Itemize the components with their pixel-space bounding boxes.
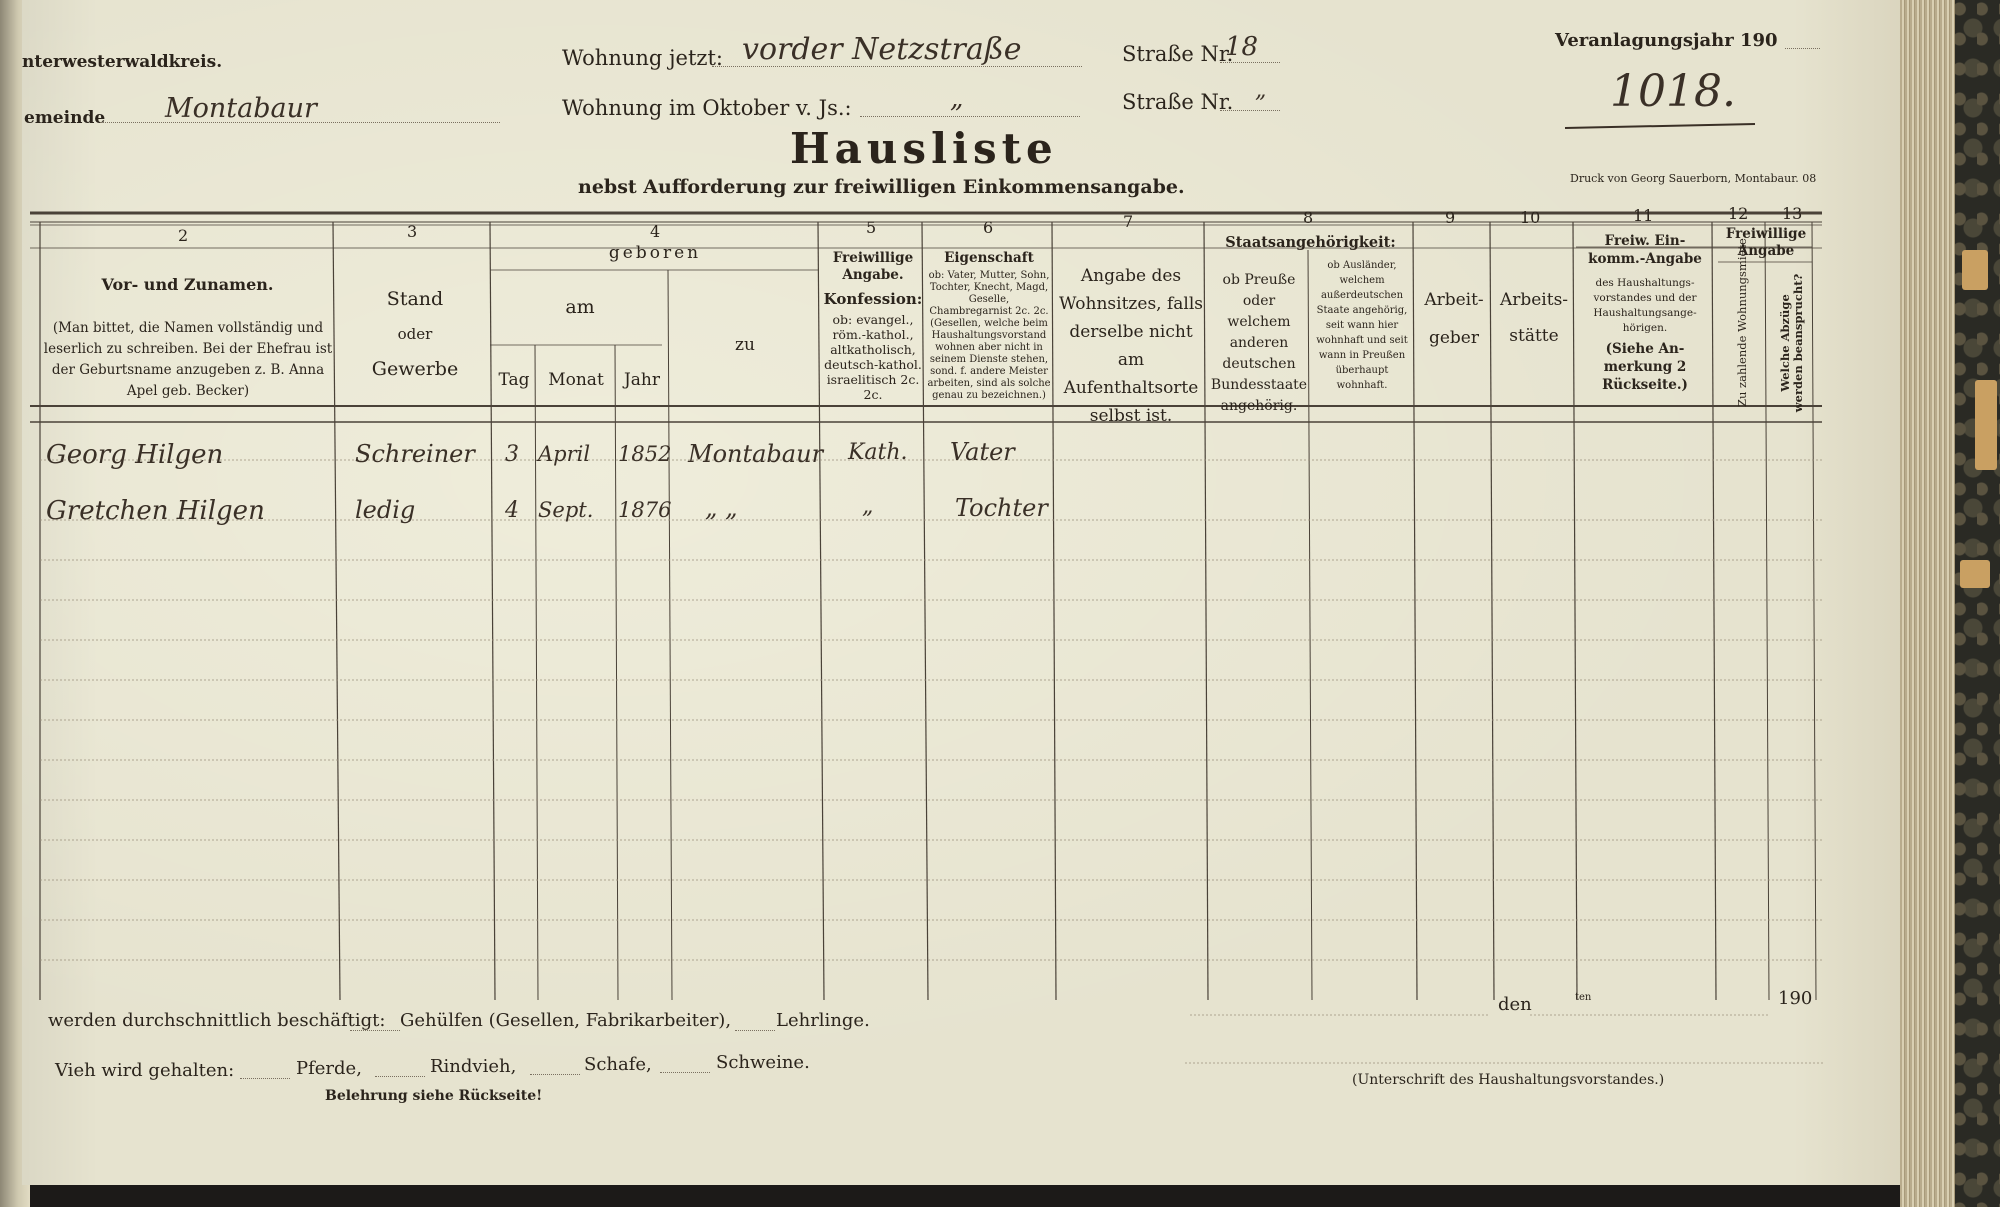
relationship: Vater <box>950 438 1015 466</box>
column-header-freiwillig: Freiwillige Angabe. <box>832 250 914 283</box>
column-header-wohnsitz: Angabe des Wohnsitzes, falls derselbe nicht am Aufenthaltsorte selbst ist. <box>1058 266 1204 426</box>
column-header-stand: Stand <box>386 288 444 310</box>
column-number: 8 <box>1303 208 1314 227</box>
wohnung-oktober-line <box>860 116 1080 117</box>
column-header-einkommen-ref: (Siehe An-merkung 2 Rückseite.) <box>1602 341 1688 393</box>
column-header-geboren: geboren <box>608 243 702 263</box>
person-stand: Schreiner <box>355 440 475 468</box>
column-header-arbeits: Arbeits- <box>1499 290 1569 310</box>
gemeinde-value: Montabaur <box>165 93 317 124</box>
column-header-einkommen-note: des Haushaltungs-vorstandes und der Haushaltungsange-hörigen. <box>1593 277 1697 334</box>
column-header-oder: oder <box>397 325 433 343</box>
page-title: Hausliste <box>790 124 1058 173</box>
pferde-label: Pferde, <box>296 1058 362 1079</box>
confession: „ <box>862 494 874 519</box>
birth-year: 1876 <box>618 498 672 522</box>
column-header-auslaender: ob Ausländer, welchem außerdeutschen Staate angehörig, seit wann hier wohnhaft und seit wann in Preußen überhaupt wohnhaft. <box>1316 260 1408 391</box>
lehrlinge-line <box>735 1030 775 1031</box>
column-header-geber: geber <box>1428 328 1479 348</box>
column-header-miete: Zu zahlende Wohnungsmiete <box>1735 238 1749 407</box>
column-header-name: Vor- und Zunamen. <box>101 275 274 294</box>
column-header-eigenschaft-note: ob: Vater, Mutter, Sohn, Tochter, Knecht, Magd, Geselle, Chambregarnist 2c. 2c. (Gesellen, welche beim Haushaltungsvorstand wohnen aber nicht in seinem Dienste stehen, sond. f. andere Meister arbeiten, sind als solche genau zu bezeichnen.) <box>927 270 1051 401</box>
birth-month: April <box>538 442 591 466</box>
column-number: 11 <box>1633 206 1654 225</box>
schweine-label: Schweine. <box>716 1052 810 1073</box>
belehrung-note: Belehrung siehe Rückseite! <box>325 1088 543 1104</box>
column-header-staatsangehoerigkeit: Staatsangehörigkeit: <box>1225 234 1396 251</box>
strasse-nr-line <box>1220 62 1280 63</box>
column-header-jahr: Jahr <box>623 370 661 390</box>
rindvieh-line <box>375 1076 425 1077</box>
confession: Kath. <box>848 440 908 465</box>
printer-note: Druck von Georg Sauerborn, Montabaur. 08 <box>1570 172 1817 185</box>
column-header-name-note: (Man bittet, die Namen vollständig und leserlich zu schreiben. Bei der Ehefrau ist der Geburtsname anzugeben z. B. Anna Apel geb. Becker) <box>43 320 333 399</box>
wohnung-jetzt-label: Wohnung jetzt: <box>562 46 723 70</box>
column-header-freiwillig-2: Freiwillige Angabe <box>1725 226 1807 259</box>
schweine-line <box>660 1072 710 1073</box>
date-year-label: 190 <box>1778 988 1813 1009</box>
schafe-label: Schafe, <box>584 1054 652 1075</box>
date-den-label: den <box>1498 994 1532 1015</box>
gehuelfen-line <box>350 1030 400 1031</box>
birth-year: 1852 <box>618 442 672 466</box>
signature-caption: (Unterschrift des Haushaltungsvorstandes.) <box>1352 1072 1665 1088</box>
strasse-nr-2-line <box>1220 110 1280 111</box>
schafe-line <box>530 1074 580 1075</box>
column-header-gewerbe: Gewerbe <box>371 358 459 380</box>
column-header-konfession-note: ob: evangel., röm.-kathol., altkatholisch, deutsch-kathol. israelitisch 2c. 2c. <box>824 312 922 402</box>
column-header-einkommen: Freiw. Ein-komm.-Angabe <box>1588 233 1702 267</box>
gehuelfen-label: Gehülfen (Gesellen, Fabrikarbeiter), <box>400 1010 732 1031</box>
column-header-konfession: Konfession: <box>823 290 923 308</box>
column-number: 6 <box>983 218 994 237</box>
vieh-label: Vieh wird gehalten: <box>55 1060 235 1081</box>
wohnung-oktober-label: Wohnung im Oktober v. Js.: <box>562 96 852 120</box>
birth-place: Montabaur <box>688 440 824 468</box>
column-header-tag: Tag <box>498 370 530 390</box>
wohnung-jetzt-value: vorder Netzstraße <box>742 32 1022 67</box>
column-header-eigenschaft: Eigenschaft <box>944 250 1034 266</box>
strasse-nr-value: 18 <box>1225 32 1259 62</box>
birth-month: Sept. <box>538 498 594 522</box>
birth-day: 3 <box>505 442 519 467</box>
lehrlinge-label: Lehrlinge. <box>776 1010 870 1031</box>
wohnung-oktober-value: „ <box>950 84 964 114</box>
column-header-monat: Monat <box>548 370 604 390</box>
column-header-staette: stätte <box>1509 326 1559 346</box>
page-subtitle: nebst Aufforderung zur freiwilligen Einkommensangabe. <box>578 176 1185 198</box>
column-header-am: am <box>565 296 595 318</box>
column-header-abzuege: Welche Abzüge werden beansprucht? <box>1778 273 1805 413</box>
gemeinde-label: emeinde <box>24 108 106 128</box>
date-ten-label: ten <box>1575 992 1592 1003</box>
column-number: 2 <box>178 226 189 245</box>
column-number: 5 <box>866 218 877 237</box>
birth-place: „ „ <box>705 494 738 522</box>
column-header-preusse: ob Preuße oder welchem anderen deutschen Bundesstaate angehörig. <box>1210 272 1308 414</box>
beschaeftigt-label: werden durchschnittlich beschäftigt: <box>48 1010 386 1031</box>
district-name: nterwesterwaldkreis. <box>22 52 223 72</box>
year-line <box>1785 48 1820 49</box>
year-label: Veranlagungsjahr 190 <box>1555 30 1778 51</box>
column-number: 3 <box>407 222 418 241</box>
column-number: 4 <box>650 222 661 241</box>
rindvieh-label: Rindvieh, <box>430 1056 517 1077</box>
person-name: Georg Hilgen <box>46 440 224 470</box>
column-number: 7 <box>1123 212 1134 231</box>
column-number: 12 <box>1728 204 1749 223</box>
pferde-line <box>240 1078 290 1079</box>
column-header-arbeit: Arbeit- <box>1424 290 1484 310</box>
person-name: Gretchen Hilgen <box>46 496 265 526</box>
strasse-nr-2-label: Straße Nr. <box>1122 90 1234 114</box>
birth-day: 4 <box>505 498 519 523</box>
column-number: 13 <box>1782 204 1803 223</box>
list-number: 1018. <box>1610 66 1736 117</box>
column-number: 10 <box>1520 208 1541 227</box>
column-header-zu: zu <box>735 335 755 355</box>
column-number: 9 <box>1445 208 1456 227</box>
strasse-nr-label: Straße Nr. <box>1122 42 1234 66</box>
relationship: Tochter <box>955 494 1048 522</box>
strasse-nr-2-value: „ <box>1255 78 1267 103</box>
person-stand: ledig <box>355 496 416 524</box>
